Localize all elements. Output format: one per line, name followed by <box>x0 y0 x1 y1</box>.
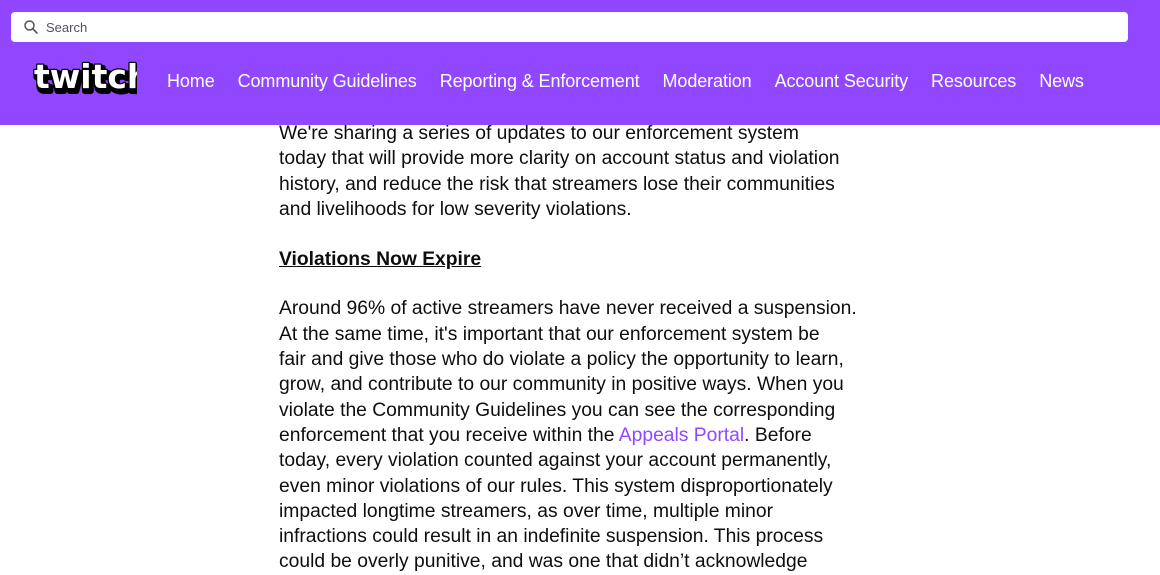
logo-shadow: twitc <box>36 61 129 99</box>
appeals-portal-link[interactable]: Appeals Portal <box>618 424 745 446</box>
nav-community-guidelines[interactable]: Community Guidelines <box>237 71 417 91</box>
text-line: could be overly punitive, and was one that didn’t acknowledge <box>279 551 808 573</box>
article-body <box>279 121 879 575</box>
text-line: Around 96% of active streamers have never received a suspension. <box>279 298 857 320</box>
text-line: At the same time, it's important that our enforcement system be <box>279 323 820 345</box>
text-line: . Before <box>744 424 812 446</box>
text-line: impacted longtime streamers, as over time, multiple minor <box>279 500 773 522</box>
twitch-logo[interactable] <box>33 61 137 99</box>
logo-text: twitc <box>34 61 127 96</box>
text-line: grow, and contribute to our community in positive ways. When you <box>279 374 844 396</box>
nav-reporting-enforcement[interactable]: Reporting & Enforcement <box>439 71 640 91</box>
intro-paragraph <box>279 121 879 222</box>
nav-account-security[interactable]: Account Security <box>774 71 909 91</box>
search-bar[interactable] <box>11 12 1128 42</box>
text-line: infractions could result in an indefinite suspension. This process <box>279 526 824 548</box>
site-header <box>0 0 1160 125</box>
text-line: fair and give those who do violate a policy the opportunity to learn, <box>279 349 844 371</box>
nav-news[interactable]: News <box>1039 71 1084 91</box>
search-input[interactable] <box>46 20 1128 35</box>
text-line: violate the Community Guidelines you can see the corresponding <box>279 399 836 421</box>
nav-home[interactable]: Home <box>167 71 215 91</box>
text-line: history, and reduce the risk that streamers lose their communities <box>279 173 835 195</box>
text-line: and livelihoods for low severity violations. <box>279 198 632 220</box>
nav-resources[interactable]: Resources <box>931 71 1017 91</box>
text-line: today, every violation counted against your account permanently, <box>279 450 832 472</box>
nav-moderation[interactable]: Moderation <box>662 71 752 91</box>
text-line: We're sharing a series of updates to our enforcement system <box>279 123 799 144</box>
main-nav <box>167 69 1107 93</box>
body-paragraph <box>279 296 879 574</box>
text-line: enforcement that you receive within the <box>279 424 619 446</box>
text-line: even minor violations of our rules. This system disproportionately <box>279 475 833 497</box>
text-line: today that will provide more clarity on account status and violation <box>279 148 840 170</box>
section-heading: Violations Now Expire <box>279 249 482 271</box>
search-icon <box>23 19 39 35</box>
